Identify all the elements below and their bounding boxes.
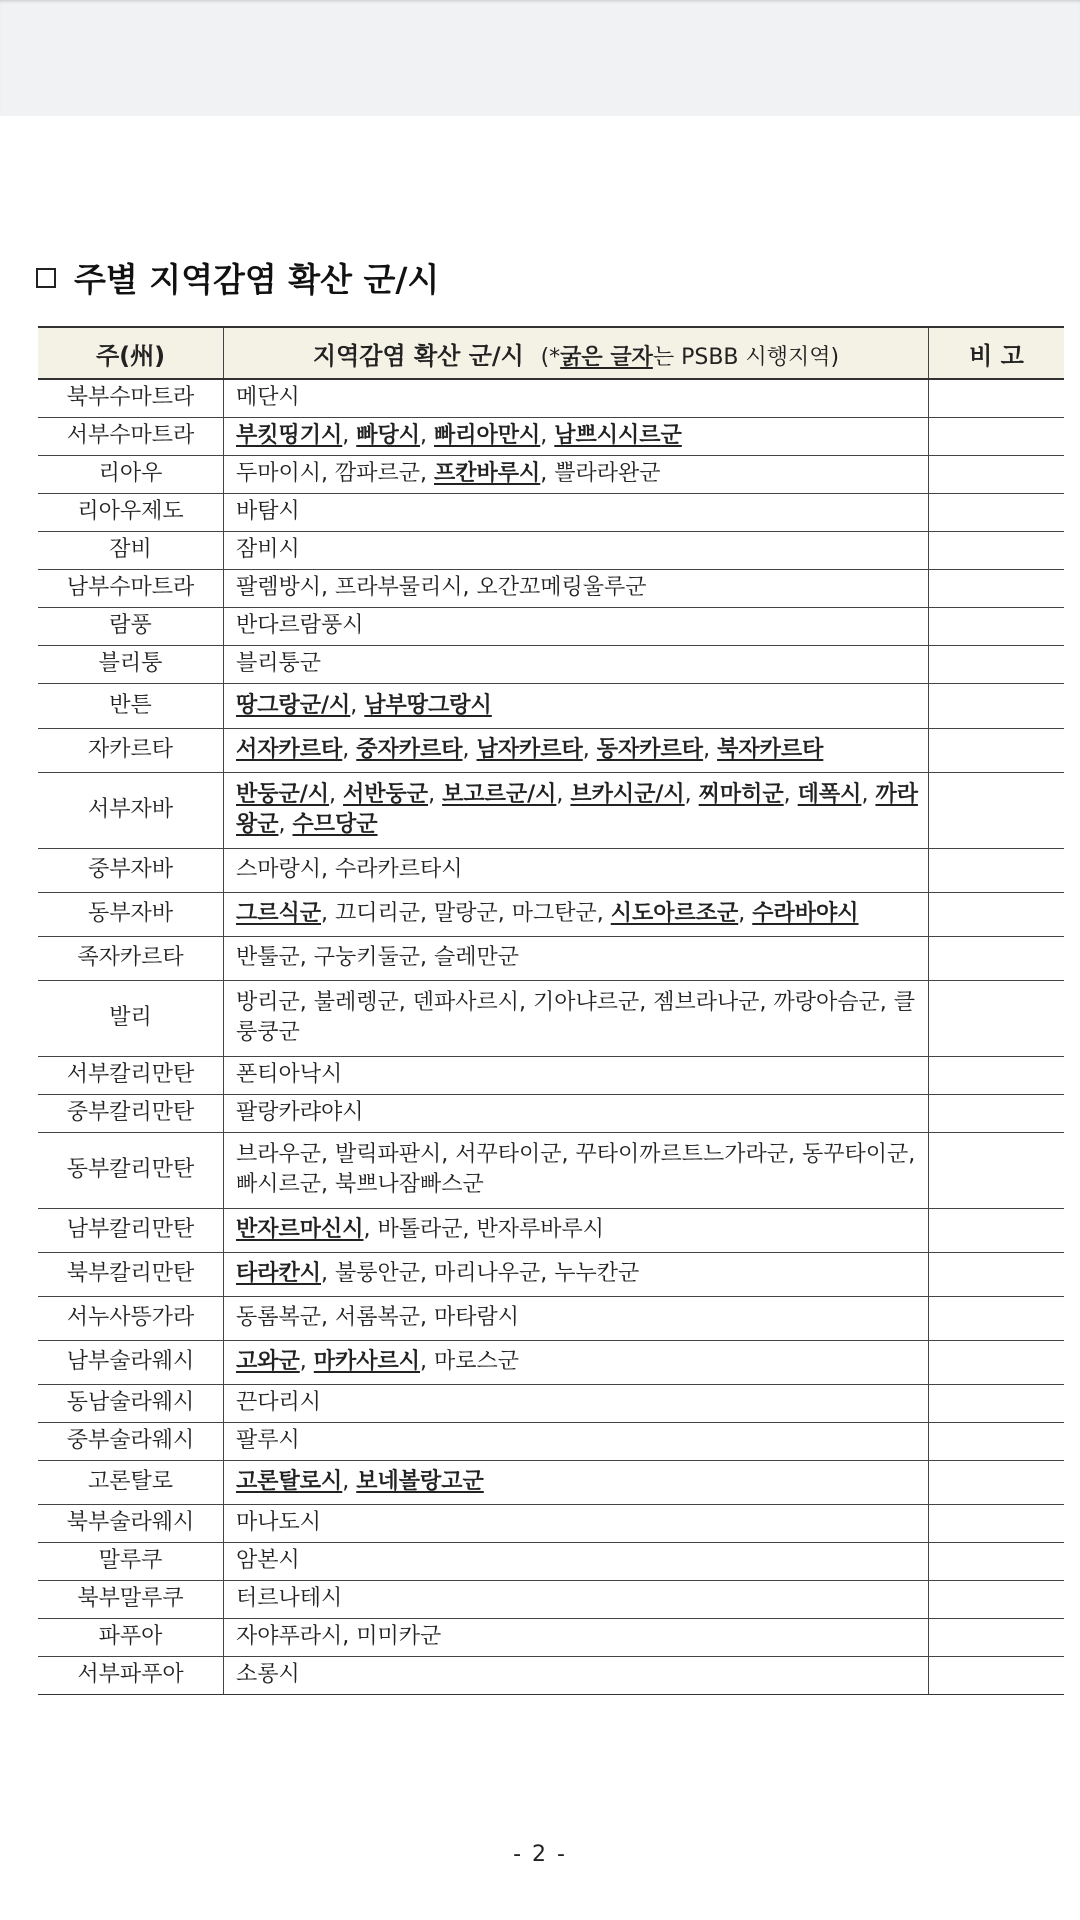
area-text: 반다르람풍시	[236, 613, 364, 638]
table-row	[38, 1422, 1064, 1460]
table-row	[38, 1094, 1064, 1132]
checkbox-square-icon	[36, 268, 56, 288]
remarks-cell	[929, 1296, 1065, 1340]
table-row	[38, 607, 1064, 645]
area-text: 브라우군, 발릭파판시, 서꾸타이군, 꾸타이까르트느가라군, 동꾸타이군, 빠시르군, 북쁘나잠빠스군	[236, 1142, 916, 1197]
area-text: 스마랑시, 수라카르타시	[236, 857, 463, 882]
area-text: 마나도시	[236, 1510, 322, 1535]
psbb-area: 서자카르타	[236, 737, 343, 762]
remarks-cell	[929, 683, 1065, 728]
area-text: ,	[342, 423, 357, 448]
header-areas-main: 지역감염 확산 군/시	[312, 341, 524, 370]
psbb-area: 브카시군/시	[570, 782, 685, 807]
browser-top-bar	[0, 0, 1080, 116]
remarks-cell	[929, 607, 1065, 645]
table-row	[38, 1618, 1064, 1656]
area-text: 블리퉁군	[236, 651, 322, 676]
psbb-area: 남자카르타	[476, 737, 583, 762]
areas-cell	[224, 493, 929, 531]
table-row	[38, 531, 1064, 569]
remarks-cell	[929, 1208, 1065, 1252]
area-text: ,	[462, 737, 477, 762]
table-row	[38, 728, 1064, 772]
areas-cell	[224, 1340, 929, 1384]
area-text: ,	[420, 423, 435, 448]
area-text: ,	[556, 782, 571, 807]
area-text: 두마이시, 깜파르군,	[236, 461, 434, 486]
areas-cell	[224, 772, 929, 848]
area-text: 반툴군, 구눙키둘군, 슬레만군	[236, 945, 519, 970]
psbb-area: 마카사르시	[313, 1349, 421, 1374]
area-text: ,	[540, 423, 555, 448]
remarks-cell	[929, 848, 1065, 892]
psbb-area: 동자카르타	[596, 737, 704, 762]
remarks-cell	[929, 569, 1065, 607]
areas-cell	[224, 1618, 929, 1656]
header-areas	[224, 327, 929, 379]
area-text: , 끄디리군, 말랑군, 마그탄군,	[321, 901, 611, 926]
area-text: ,	[350, 692, 365, 718]
province-cell: 고론탈로	[38, 1460, 224, 1504]
area-text: ,	[329, 782, 344, 807]
areas-cell	[224, 1056, 929, 1094]
area-text: ,	[342, 737, 357, 762]
table-row	[38, 1208, 1064, 1252]
table-row	[38, 1504, 1064, 1542]
section-heading	[36, 254, 439, 301]
psbb-area: 중자카르타	[356, 737, 463, 762]
province-cell: 중부칼리만탄	[38, 1094, 224, 1132]
remarks-cell	[929, 936, 1065, 980]
table-body	[38, 379, 1064, 1694]
table-row	[38, 1296, 1064, 1340]
area-text: , 불룽안군, 마리나우군, 누누칸군	[321, 1261, 640, 1286]
area-text: ,	[703, 737, 718, 762]
province-cell: 자카르타	[38, 728, 224, 772]
province-cell: 북부수마트라	[38, 379, 224, 417]
remarks-cell	[929, 1094, 1065, 1132]
table-header-row	[38, 327, 1064, 379]
province-cell: 서부칼리만탄	[38, 1056, 224, 1094]
remarks-cell	[929, 645, 1065, 683]
psbb-area: 북자카르타	[717, 737, 824, 762]
psbb-area: 부킷띵기시	[236, 423, 343, 448]
remarks-cell	[929, 493, 1065, 531]
province-cell: 북부말루쿠	[38, 1580, 224, 1618]
remarks-cell	[929, 728, 1065, 772]
province-cell: 남부술라웨시	[38, 1340, 224, 1384]
table-row	[38, 772, 1064, 848]
areas-cell	[224, 1384, 929, 1422]
areas-cell	[224, 1656, 929, 1694]
areas-cell	[224, 936, 929, 980]
area-text: ,	[299, 1349, 314, 1374]
province-cell: 서부파푸아	[38, 1656, 224, 1694]
remarks-cell	[929, 1384, 1065, 1422]
province-cell: 말루쿠	[38, 1542, 224, 1580]
table-row	[38, 936, 1064, 980]
areas-cell	[224, 569, 929, 607]
region-table	[38, 326, 1064, 1695]
province-cell: 블리퉁	[38, 645, 224, 683]
areas-cell	[224, 683, 929, 728]
area-text: 폰티아낙시	[236, 1062, 343, 1087]
header-remarks: 비 고	[929, 327, 1065, 379]
areas-cell	[224, 1094, 929, 1132]
areas-cell	[224, 848, 929, 892]
psbb-area: 데폭시	[797, 782, 862, 807]
area-text: 팔루시	[236, 1428, 300, 1453]
areas-cell	[224, 728, 929, 772]
area-text: 팔렘방시, 프라부물리시, 오간꼬메링울루군	[236, 575, 647, 600]
areas-cell	[224, 1580, 929, 1618]
table-row	[38, 493, 1064, 531]
province-cell: 서부자바	[38, 772, 224, 848]
area-text: ,	[582, 737, 597, 762]
areas-cell	[224, 1460, 929, 1504]
province-cell: 서부수마트라	[38, 417, 224, 455]
province-cell: 족자카르타	[38, 936, 224, 980]
header-note-suffix: 는 PSBB 시행지역)	[652, 344, 840, 370]
province-cell: 동부칼리만탄	[38, 1132, 224, 1208]
areas-cell	[224, 417, 929, 455]
area-text: ,	[684, 782, 699, 807]
table-row	[38, 417, 1064, 455]
remarks-cell	[929, 1132, 1065, 1208]
province-cell: 북부칼리만탄	[38, 1252, 224, 1296]
remarks-cell	[929, 1252, 1065, 1296]
header-note-prefix: (*	[540, 344, 561, 370]
table-row	[38, 1384, 1064, 1422]
table-row	[38, 1580, 1064, 1618]
psbb-area: 빠당시	[356, 423, 421, 448]
psbb-area: 남쁘시시르군	[554, 423, 682, 448]
remarks-cell	[929, 531, 1065, 569]
area-text: 잠비시	[236, 537, 300, 562]
psbb-area: 수라바야시	[752, 901, 859, 926]
areas-cell	[224, 980, 929, 1056]
province-cell: 중부술라웨시	[38, 1422, 224, 1460]
header-province: 주(州)	[38, 327, 224, 379]
province-cell: 발리	[38, 980, 224, 1056]
table-row	[38, 980, 1064, 1056]
areas-cell	[224, 1208, 929, 1252]
header-note-bold: 굵은 글자	[560, 344, 653, 370]
remarks-cell	[929, 1422, 1065, 1460]
header-note	[541, 345, 840, 370]
psbb-area: 땅그랑군/시	[236, 692, 351, 718]
page-number: - 2 -	[513, 1842, 567, 1867]
areas-cell	[224, 607, 929, 645]
table-row	[38, 1056, 1064, 1094]
remarks-cell	[929, 1618, 1065, 1656]
area-text: 자야푸라시, 미미카군	[236, 1624, 442, 1649]
remarks-cell	[929, 1056, 1065, 1094]
table-row	[38, 892, 1064, 936]
province-cell: 북부술라웨시	[38, 1504, 224, 1542]
area-text: 터르나테시	[236, 1586, 343, 1611]
remarks-cell	[929, 772, 1065, 848]
area-text: ,	[861, 782, 876, 807]
area-text: , 바톨라군, 반자루바루시	[363, 1217, 605, 1242]
psbb-area: 고론탈로시	[236, 1469, 343, 1494]
table-row	[38, 569, 1064, 607]
areas-cell	[224, 1132, 929, 1208]
areas-cell	[224, 455, 929, 493]
areas-cell	[224, 1542, 929, 1580]
area-text: 소롱시	[236, 1662, 300, 1687]
area-text: 메단시	[236, 385, 300, 411]
area-text: 암본시	[236, 1548, 300, 1573]
psbb-area: 빠리아만시	[434, 423, 541, 448]
psbb-area: 찌마히군	[698, 782, 784, 807]
remarks-cell	[929, 1460, 1065, 1504]
province-cell: 반튼	[38, 683, 224, 728]
psbb-area: 프칸바루시	[434, 461, 541, 486]
psbb-area: 반자르마신시	[236, 1217, 364, 1242]
psbb-area: 남부땅그랑시	[364, 692, 492, 718]
province-cell: 남부칼리만탄	[38, 1208, 224, 1252]
area-text: ,	[342, 1469, 357, 1494]
areas-cell	[224, 1252, 929, 1296]
psbb-area: 반둥군/시	[236, 782, 330, 807]
areas-cell	[224, 1504, 929, 1542]
areas-cell	[224, 1296, 929, 1340]
area-text: , 쁠라라완군	[540, 461, 661, 486]
psbb-area: 타라칸시	[236, 1261, 322, 1286]
province-cell: 중부자바	[38, 848, 224, 892]
area-text: 동롬복군, 서롬복군, 마타람시	[236, 1305, 519, 1330]
table-row	[38, 379, 1064, 417]
psbb-area: 보고르군/시	[442, 782, 557, 807]
table-row	[38, 1252, 1064, 1296]
table-row	[38, 1656, 1064, 1694]
areas-cell	[224, 892, 929, 936]
table-row	[38, 645, 1064, 683]
province-cell: 서누사뜽가라	[38, 1296, 224, 1340]
remarks-cell	[929, 1580, 1065, 1618]
province-cell: 람풍	[38, 607, 224, 645]
province-cell: 리아우	[38, 455, 224, 493]
psbb-area: 수므당군	[292, 812, 378, 837]
table-row	[38, 1460, 1064, 1504]
psbb-area: 그르식군	[236, 901, 322, 926]
areas-cell	[224, 531, 929, 569]
area-text: ,	[738, 901, 753, 926]
remarks-cell	[929, 455, 1065, 493]
remarks-cell	[929, 417, 1065, 455]
psbb-area: 시도아르조군	[610, 901, 739, 926]
province-cell: 동부자바	[38, 892, 224, 936]
area-text: 바탐시	[236, 499, 300, 524]
psbb-area: 까라왕군	[236, 782, 918, 837]
remarks-cell	[929, 892, 1065, 936]
remarks-cell	[929, 1656, 1065, 1694]
province-cell: 동남술라웨시	[38, 1384, 224, 1422]
table-row	[38, 1542, 1064, 1580]
areas-cell	[224, 1422, 929, 1460]
remarks-cell	[929, 379, 1065, 417]
area-text: ,	[278, 812, 293, 837]
province-cell: 남부수마트라	[38, 569, 224, 607]
table-row	[38, 1132, 1064, 1208]
areas-cell	[224, 379, 929, 417]
area-text: 방리군, 불레렝군, 덴파사르시, 기아냐르군, 젬브라나군, 까랑아슴군, 클룽쿵군	[236, 990, 915, 1045]
remarks-cell	[929, 1542, 1065, 1580]
area-text: , 마로스군	[420, 1349, 520, 1374]
area-text: ,	[783, 782, 798, 807]
psbb-area: 서반둥군	[343, 782, 429, 807]
table-row	[38, 455, 1064, 493]
province-cell: 잠비	[38, 531, 224, 569]
table-row	[38, 1340, 1064, 1384]
area-text: 끈다리시	[236, 1390, 322, 1415]
section-title: 주별 지역감염 확산 군/시	[74, 260, 440, 299]
table-row	[38, 848, 1064, 892]
psbb-area: 보네볼랑고군	[356, 1469, 484, 1494]
remarks-cell	[929, 1340, 1065, 1384]
table-row	[38, 683, 1064, 728]
area-text: 팔랑카랴야시	[236, 1100, 364, 1125]
remarks-cell	[929, 980, 1065, 1056]
province-cell: 파푸아	[38, 1618, 224, 1656]
province-cell: 리아우제도	[38, 493, 224, 531]
psbb-area: 고와군	[236, 1349, 300, 1374]
remarks-cell	[929, 1504, 1065, 1542]
areas-cell	[224, 645, 929, 683]
area-text: ,	[428, 782, 443, 807]
